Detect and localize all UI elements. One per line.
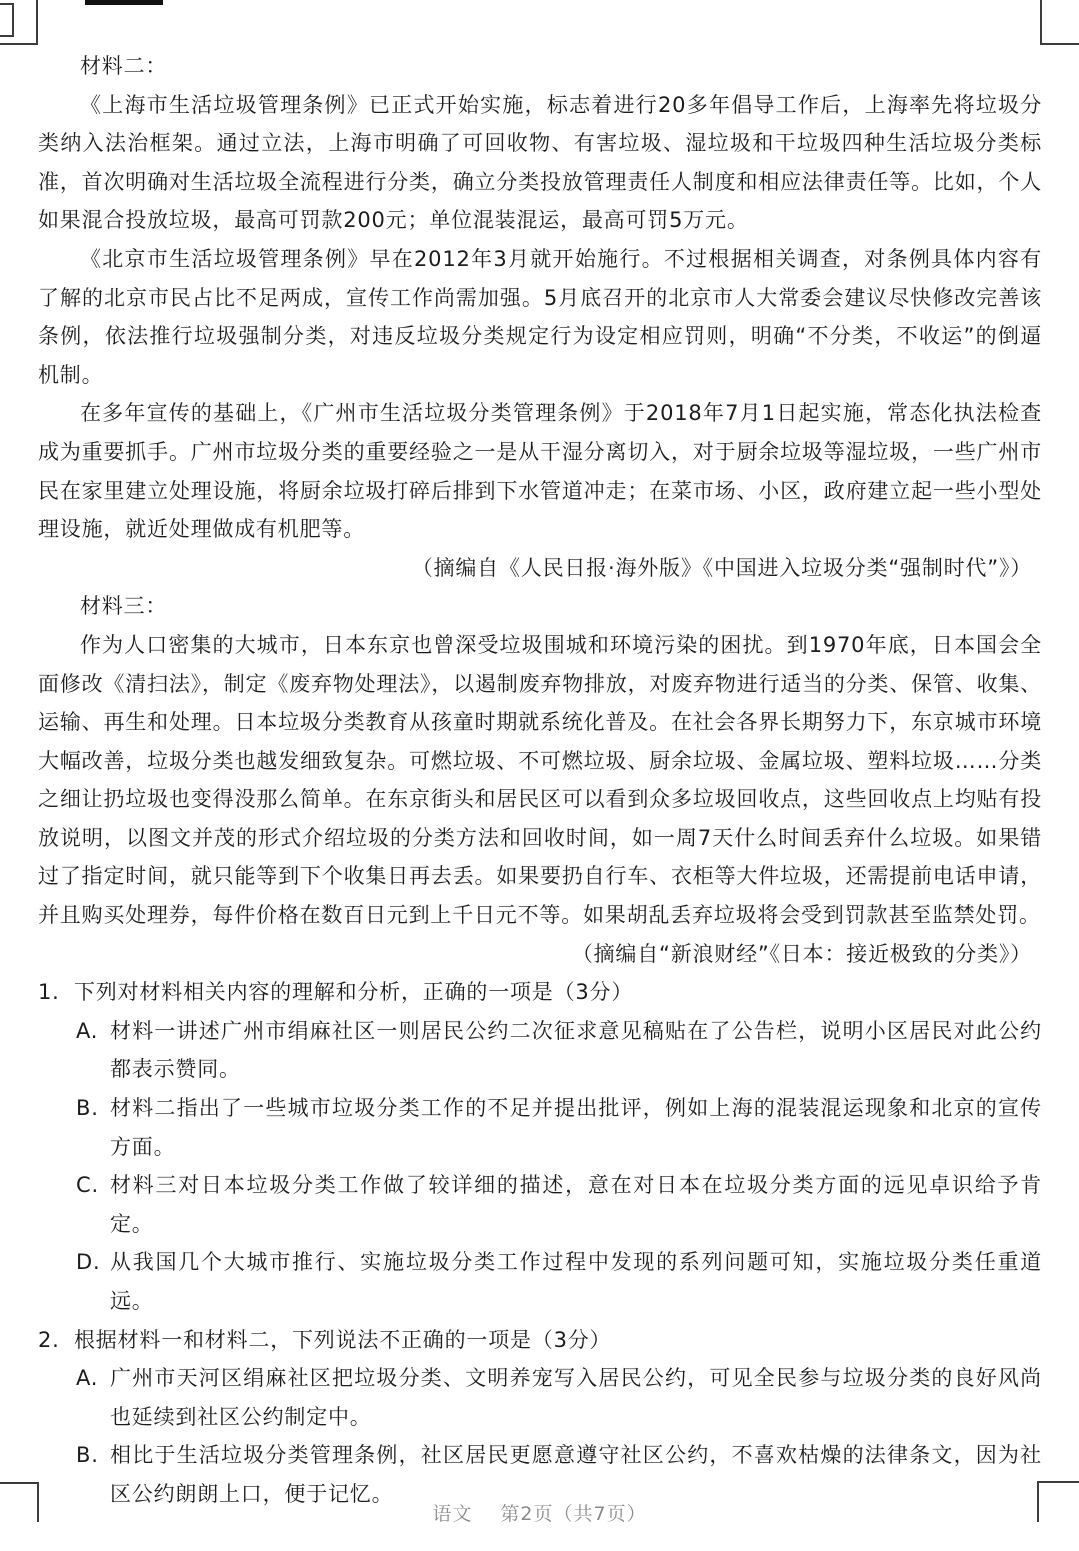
footer-subject: 语文 bbox=[432, 1503, 473, 1525]
question-1-number: 1. bbox=[38, 980, 60, 1005]
option-text: 广州市天河区绢麻社区把垃圾分类、文明养宠写入居民公约，可见全民参与垃圾分类的良好风尚也延续到社区公约制定中。 bbox=[110, 1366, 1042, 1429]
material2-paragraph: 在多年宣传的基础上，《广州市生活垃圾分类管理条例》于2018年7月1日起实施，常态化执法检查成为重要抓手。广州市垃圾分类的重要经验之一是从干湿分离切入，对于厨余垃圾等湿垃圾，一些广州市民在家里建立处理设施，将厨余垃圾打碎后排到下水管道冲走；在菜市场、小区，政府建立起一些小型处理设施，就近处理做成有机肥等。 bbox=[38, 401, 1042, 542]
material2-paragraph: 《上海市生活垃圾管理条例》已正式开始实施，标志着进行20多年倡导工作后，上海率先将垃圾分类纳入法治框架。通过立法，上海市明确了可回收物、有害垃圾、湿垃圾和干垃圾四种生活垃圾分类标准，首次明确对生活垃圾全流程进行分类，确立分类投放管理责任人制度和相应法律责任等。比如，个人如果混合投放垃圾，最高可罚款200元；单位混装混运，最高可罚5万元。 bbox=[38, 92, 1042, 233]
question-1-stem-row bbox=[38, 973, 1042, 1012]
page-footer bbox=[0, 1499, 1079, 1526]
option-letter: A. bbox=[76, 1366, 99, 1391]
material2-label: 材料二： bbox=[80, 54, 168, 78]
material2-source: （摘编自《人民日报·海外版》《中国进入垃圾分类“强制时代”》） bbox=[411, 555, 1032, 580]
crop-mark-top-right bbox=[1040, 0, 1079, 45]
question-2-stem: 根据材料一和材料二，下列说法不正确的一项是（3分） bbox=[74, 1327, 612, 1352]
option-letter: D. bbox=[76, 1250, 101, 1275]
scan-artifact-bar bbox=[85, 0, 163, 5]
question-1-stem: 下列对材料相关内容的理解和分析，正确的一项是（3分） bbox=[74, 980, 634, 1005]
question-1-option-a bbox=[38, 1012, 1042, 1089]
option-letter: A. bbox=[76, 1018, 99, 1043]
option-letter: C. bbox=[76, 1173, 99, 1198]
material2-paragraph: 《北京市生活垃圾管理条例》早在2012年3月就开始施行。不过根据相关调查，对条例具体内容有了解的北京市民占比不足两成，宣传工作尚需加强。5月底召开的北京市人大常委会建议尽快修改完善该条例，依法推行垃圾强制分类，对违反垃圾分类规定行为设定相应罚则，明确“不分类，不收运”的倒逼机制。 bbox=[38, 246, 1042, 387]
option-text: 材料一讲述广州市绢麻社区一则居民公约二次征求意见稿贴在了公告栏，说明小区居民对此公约都表示赞同。 bbox=[110, 1018, 1042, 1082]
crop-mark-top-left-partial bbox=[0, 3, 14, 37]
footer-page-info: 第2页（共7页） bbox=[500, 1503, 647, 1525]
option-letter: B. bbox=[76, 1096, 99, 1121]
question-1-option-c bbox=[38, 1166, 1042, 1243]
question-1-option-d bbox=[38, 1243, 1042, 1320]
material3-label: 材料三： bbox=[80, 594, 168, 619]
option-text: 从我国几个大城市推行、实施垃圾分类工作过程中发现的系列问题可知，实施垃圾分类任重道远。 bbox=[110, 1250, 1042, 1313]
option-text: 相比于生活垃圾分类管理条例，社区居民更愿意遵守社区公约，不喜欢枯燥的法律条文，因为社区公约朗朗上口，便于记忆。 bbox=[110, 1443, 1042, 1506]
exam-body bbox=[38, 47, 1042, 1514]
question-2-number: 2. bbox=[38, 1327, 60, 1352]
question-2-option-a bbox=[38, 1359, 1042, 1436]
option-text: 材料二指出了一些城市垃圾分类工作的不足并提出批评，例如上海的混装混运现象和北京的宣传方面。 bbox=[110, 1096, 1042, 1159]
crop-mark-top-left bbox=[0, 0, 38, 45]
question-1-option-b bbox=[38, 1089, 1042, 1166]
question-2-stem-row bbox=[38, 1321, 1042, 1360]
material3-source: （摘编自“新浪财经”《日本：接近极致的分类》） bbox=[571, 941, 1032, 966]
material3-paragraph: 作为人口密集的大城市，日本东京也曾深受垃圾围城和环境污染的困扰。到1970年底，日本国会全面修改《清扫法》，制定《废弃物处理法》，以遏制废弃物排放，对废弃物进行适当的分类、保管、收集、运输、再生和处理。日本垃圾分类教育从孩童时期就系统化普及。在社会各界长期努力下，东京城市环境大幅改善，垃圾分类也越发细致复杂。可燃垃圾、不可燃垃圾、厨余垃圾、金属垃圾、塑料垃圾……分类之细让扔垃圾也变得没那么简单。在东京街头和居民区可以看到众多垃圾回收点，这些回收点上均贴有投放说明，以图文并茂的形式介绍垃圾的分类方法和回收时间，如一周7天什么时间丢弃什么垃圾。如果错过了指定时间，就只能等到下个收集日再去丢。如果要扔自行车、衣柜等大件垃圾，还需提前电话申请，并且购买处理券，每件价格在数百日元到上千日元不等。如果胡乱丢弃垃圾将会受到罚款甚至监禁处罚。 bbox=[38, 632, 1042, 928]
option-text: 材料三对日本垃圾分类工作做了较详细的描述，意在对日本在垃圾分类方面的远见卓识给予肯定。 bbox=[110, 1173, 1042, 1236]
option-letter: B. bbox=[76, 1443, 99, 1468]
